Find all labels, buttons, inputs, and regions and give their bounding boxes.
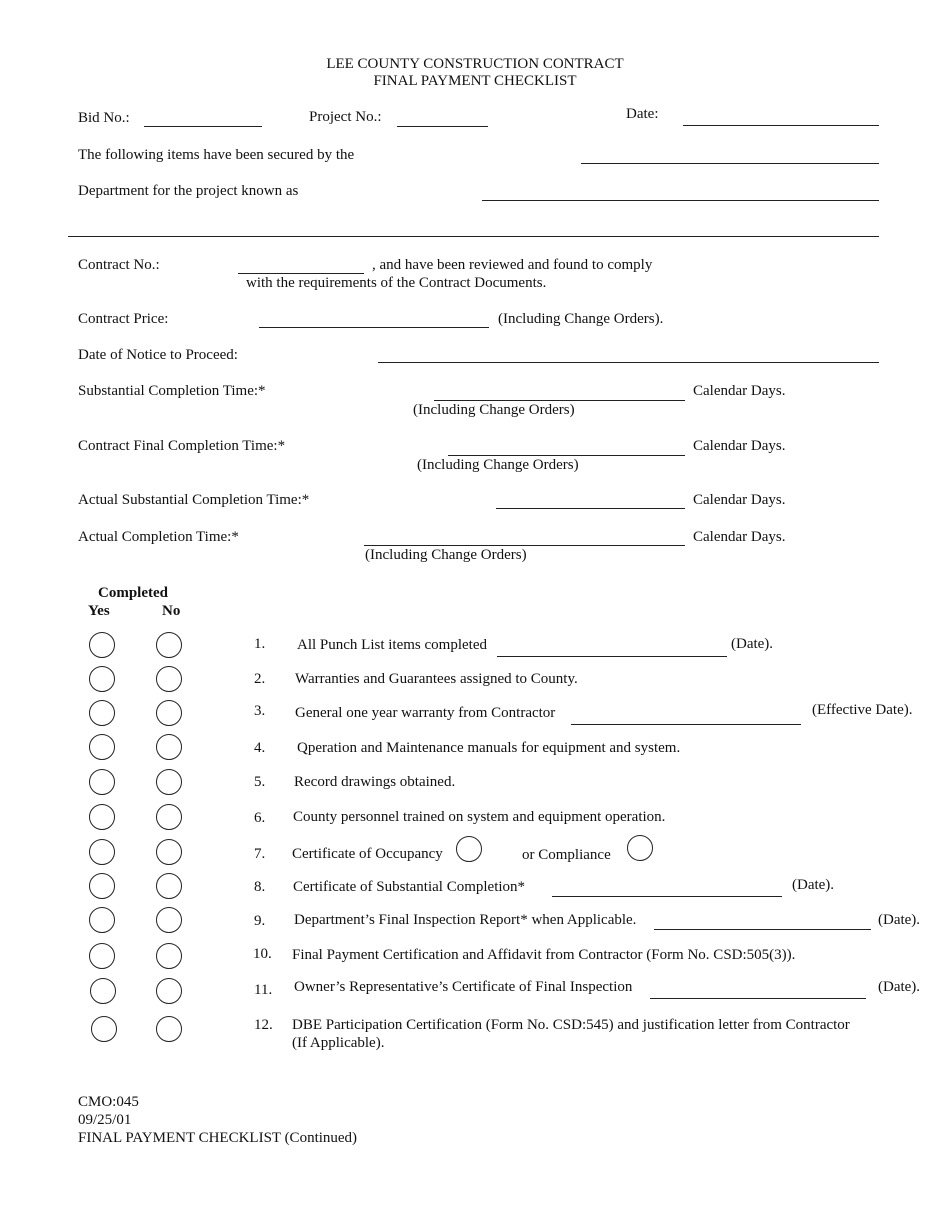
form-title-line2: FINAL PAYMENT CHECKLIST	[373, 73, 577, 89]
item-11-no-radio[interactable]	[156, 978, 182, 1004]
section-divider	[68, 236, 879, 237]
item-9-suffix: (Date).	[878, 912, 921, 928]
item-11-date-field[interactable]	[650, 998, 866, 999]
secured-text: The following items have been secured by the	[78, 147, 355, 163]
item-8-yes-radio[interactable]	[89, 873, 115, 899]
yes-header: Yes	[88, 603, 110, 619]
bid-no-field[interactable]	[144, 126, 262, 127]
item-1-date-field[interactable]	[497, 656, 727, 657]
item-5-no-radio[interactable]	[156, 769, 182, 795]
item-6-no-radio[interactable]	[156, 804, 182, 830]
item-11-text: Owner’s Representative’s Certificate of Final Inspection	[294, 979, 633, 995]
item-1-text: All Punch List items completed	[297, 637, 487, 653]
item-9-no-radio[interactable]	[156, 907, 182, 933]
item-7-yes-radio[interactable]	[89, 839, 115, 865]
item-2-yes-radio[interactable]	[89, 666, 115, 692]
item-7-number: 7.	[254, 846, 266, 862]
item-12-no-radio[interactable]	[156, 1016, 182, 1042]
final-including-co: (Including Change Orders)	[417, 457, 579, 473]
substantial-completion-label: Substantial Completion Time:*	[78, 383, 266, 399]
item-2-number: 2.	[254, 671, 266, 687]
item-1-number: 1.	[254, 636, 266, 652]
item-11-number: 11.	[254, 982, 273, 998]
no-header: No	[162, 603, 181, 619]
item-9-date-field[interactable]	[654, 929, 871, 930]
actual-completion-label: Actual Completion Time:*	[78, 529, 239, 545]
bid-no-label: Bid No.:	[78, 110, 130, 126]
item-7-no-radio[interactable]	[156, 839, 182, 865]
item-5-yes-radio[interactable]	[89, 769, 115, 795]
item-6-number: 6.	[254, 810, 266, 826]
item-12-text2: (If Applicable).	[292, 1035, 385, 1051]
item-3-effective-date-field[interactable]	[571, 724, 801, 725]
item-6-yes-radio[interactable]	[89, 804, 115, 830]
notice-to-proceed-label: Date of Notice to Proceed:	[78, 347, 238, 363]
item-9-text: Department’s Final Inspection Report* when Applicable.	[294, 912, 637, 928]
item-3-text: General one year warranty from Contractor	[295, 705, 556, 721]
department-name-field[interactable]	[581, 163, 879, 164]
final-calendar-days: Calendar Days.	[693, 438, 786, 454]
form-code: CMO:045	[78, 1094, 139, 1110]
occupancy-radio[interactable]	[456, 836, 482, 862]
item-4-yes-radio[interactable]	[89, 734, 115, 760]
date-field[interactable]	[683, 125, 879, 126]
item-5-text: Record drawings obtained.	[294, 774, 456, 790]
actual-substantial-field[interactable]	[496, 508, 685, 509]
item-10-no-radio[interactable]	[156, 943, 182, 969]
item-2-no-radio[interactable]	[156, 666, 182, 692]
form-title-line1: LEE COUNTY CONSTRUCTION CONTRACT	[326, 56, 624, 72]
item-12-text: DBE Participation Certification (Form No. CSD:545) and justification letter from Contractor	[292, 1017, 850, 1033]
item-11-yes-radio[interactable]	[90, 978, 116, 1004]
project-no-label: Project No.:	[309, 109, 382, 125]
form-date: 09/25/01	[78, 1112, 132, 1128]
department-text: Department for the project known as	[78, 183, 299, 199]
substantial-including-co: (Including Change Orders)	[413, 402, 575, 418]
item-3-number: 3.	[254, 703, 266, 719]
item-5-number: 5.	[254, 774, 266, 790]
comply-text-1: , and have been reviewed and found to comply	[372, 257, 653, 273]
item-7-text: Certificate of Occupancy	[292, 846, 443, 862]
item-4-no-radio[interactable]	[156, 734, 182, 760]
item-12-yes-radio[interactable]	[91, 1016, 117, 1042]
contract-price-field[interactable]	[259, 327, 489, 328]
price-including-co: (Including Change Orders).	[498, 311, 664, 327]
item-8-number: 8.	[254, 879, 266, 895]
item-1-yes-radio[interactable]	[89, 632, 115, 658]
item-8-no-radio[interactable]	[156, 873, 182, 899]
compliance-radio[interactable]	[627, 835, 653, 861]
item-3-yes-radio[interactable]	[89, 700, 115, 726]
item-3-no-radio[interactable]	[156, 700, 182, 726]
contract-price-label: Contract Price:	[78, 311, 169, 327]
item-6-text: County personnel trained on system and equipment operation.	[293, 809, 666, 825]
notice-to-proceed-field[interactable]	[378, 362, 879, 363]
contract-no-label: Contract No.:	[78, 257, 160, 273]
item-11-suffix: (Date).	[878, 979, 921, 995]
substantial-calendar-days: Calendar Days.	[693, 383, 786, 399]
item-1-no-radio[interactable]	[156, 632, 182, 658]
actual-completion-including-co: (Including Change Orders)	[365, 547, 527, 563]
item-12-number: 12.	[254, 1017, 273, 1033]
item-7-text2: or Compliance	[522, 847, 611, 863]
actual-substantial-label: Actual Substantial Completion Time:*	[78, 492, 310, 508]
continued-text: FINAL PAYMENT CHECKLIST (Continued)	[78, 1130, 358, 1146]
item-10-text: Final Payment Certification and Affidavit from Contractor (Form No. CSD:505(3)).	[292, 947, 796, 963]
item-8-suffix: (Date).	[792, 877, 835, 893]
project-no-field[interactable]	[397, 126, 488, 127]
item-2-text: Warranties and Guarantees assigned to County.	[295, 671, 578, 687]
item-4-number: 4.	[254, 740, 266, 756]
item-10-number: 10.	[253, 946, 272, 962]
item-9-yes-radio[interactable]	[89, 907, 115, 933]
date-label: Date:	[626, 106, 659, 122]
item-8-text: Certificate of Substantial Completion*	[293, 879, 526, 895]
item-9-number: 9.	[254, 913, 266, 929]
item-10-yes-radio[interactable]	[89, 943, 115, 969]
actual-completion-calendar-days: Calendar Days.	[693, 529, 786, 545]
comply-text-2: with the requirements of the Contract Documents.	[246, 275, 547, 291]
actual-substantial-calendar-days: Calendar Days.	[693, 492, 786, 508]
completed-header: Completed	[98, 585, 168, 601]
item-3-suffix: (Effective Date).	[812, 702, 913, 718]
item-4-text: Qperation and Maintenance manuals for equipment and system.	[297, 740, 681, 756]
item-8-date-field[interactable]	[552, 896, 782, 897]
item-1-suffix: (Date).	[731, 636, 774, 652]
final-completion-label: Contract Final Completion Time:*	[78, 438, 286, 454]
project-name-field[interactable]	[482, 200, 879, 201]
